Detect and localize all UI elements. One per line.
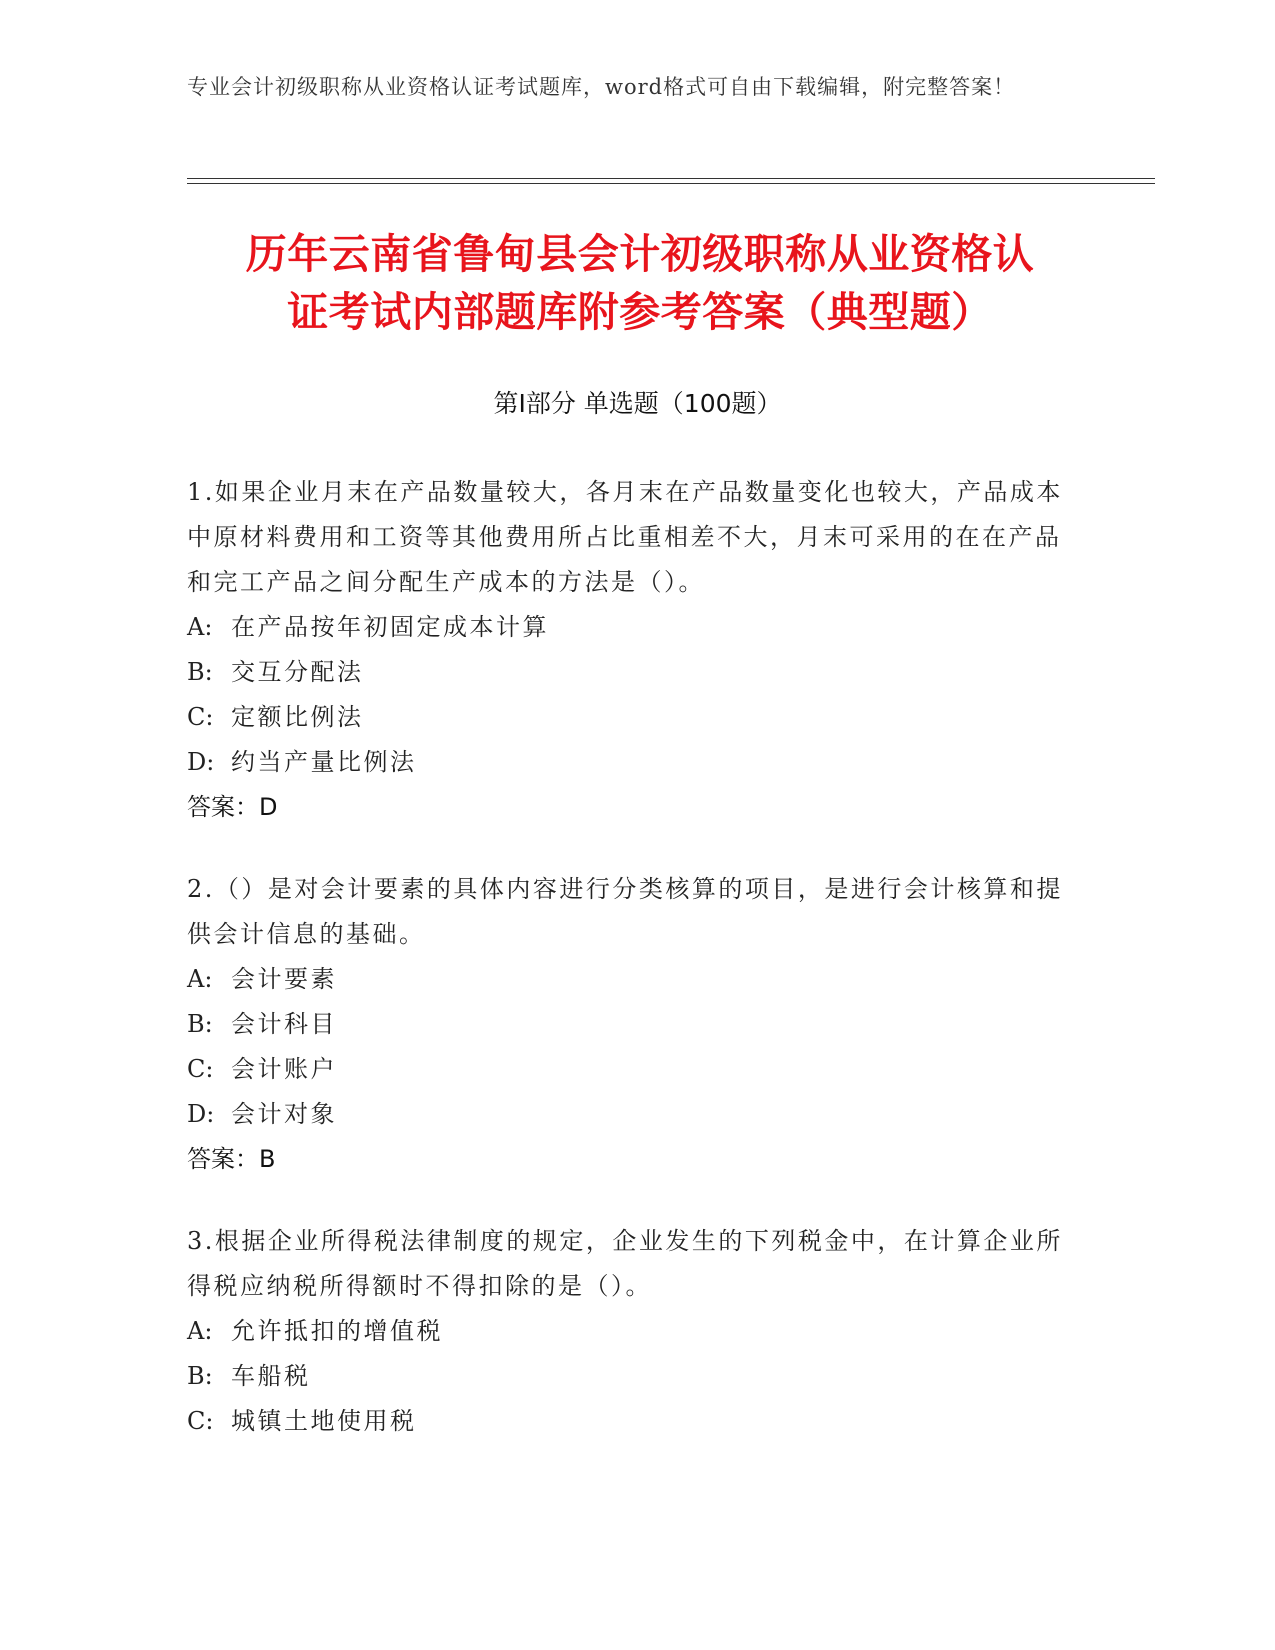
option-key: C: [187, 1407, 214, 1435]
option-text: 交互分配法 [231, 658, 364, 686]
option-key: B: [187, 1010, 213, 1038]
answer: 答案：B [187, 1145, 276, 1173]
option-b [187, 1002, 1067, 1047]
option-text: 会计对象 [231, 1100, 337, 1128]
option-b [187, 1354, 1067, 1399]
document-title-line-2: 证考试内部题库附参考答案（典型题） [287, 288, 993, 336]
option-text: 会计账户 [231, 1055, 337, 1083]
header-note: 专业会计初级职称从业资格认证考试题库，word格式可自由下载编辑，附完整答案！ [187, 75, 1016, 99]
option-key: C: [187, 703, 214, 731]
option-key: C: [187, 1055, 214, 1083]
option-key: D: [187, 748, 215, 776]
option-a [187, 1309, 1067, 1354]
question-stem: 1.如果企业月末在产品数量较大，各月末在产品数量变化也较大，产品成本中原材料费用和工资等其他费用所占比重相差不大，月末可采用的在在产品和完工产品之间分配生产成本的方法是（）。 [187, 478, 1063, 596]
option-text: 会计要素 [231, 965, 337, 993]
option-c [187, 695, 1067, 740]
option-c [187, 1399, 1067, 1444]
option-text: 在产品按年初固定成本计算 [231, 613, 549, 641]
option-key: B: [187, 1362, 213, 1390]
option-key: A: [187, 613, 213, 641]
question-2 [187, 867, 1067, 1182]
option-d [187, 740, 1067, 785]
option-text: 会计科目 [231, 1010, 337, 1038]
document-title-line-1: 历年云南省鲁甸县会计初级职称从业资格认 [245, 230, 1035, 278]
option-text: 允许抵扣的增值税 [231, 1317, 443, 1345]
option-a [187, 957, 1067, 1002]
question-stem: 2.（）是对会计要素的具体内容进行分类核算的项目，是进行会计核算和提供会计信息的基础。 [187, 875, 1063, 948]
question-1 [187, 470, 1067, 830]
option-a [187, 605, 1067, 650]
header-divider-bottom [187, 183, 1155, 184]
option-key: B: [187, 658, 213, 686]
option-key: A: [187, 1317, 213, 1345]
option-text: 定额比例法 [231, 703, 364, 731]
option-key: A: [187, 965, 213, 993]
option-c [187, 1047, 1067, 1092]
header-divider-top [187, 178, 1155, 179]
option-key: D: [187, 1100, 215, 1128]
answer: 答案：D [187, 793, 278, 821]
option-text: 约当产量比例法 [231, 748, 417, 776]
section-title: 第Ⅰ部分 单选题（100题） [493, 389, 782, 418]
document-title [190, 225, 1090, 341]
question-3 [187, 1219, 1067, 1444]
question-list [187, 470, 1067, 1481]
option-text: 车船税 [231, 1362, 311, 1390]
question-stem: 3.根据企业所得税法律制度的规定，企业发生的下列税金中，在计算企业所得税应纳税所得额时不得扣除的是（）。 [187, 1227, 1063, 1300]
option-text: 城镇土地使用税 [231, 1407, 417, 1435]
option-b [187, 650, 1067, 695]
option-d [187, 1092, 1067, 1137]
